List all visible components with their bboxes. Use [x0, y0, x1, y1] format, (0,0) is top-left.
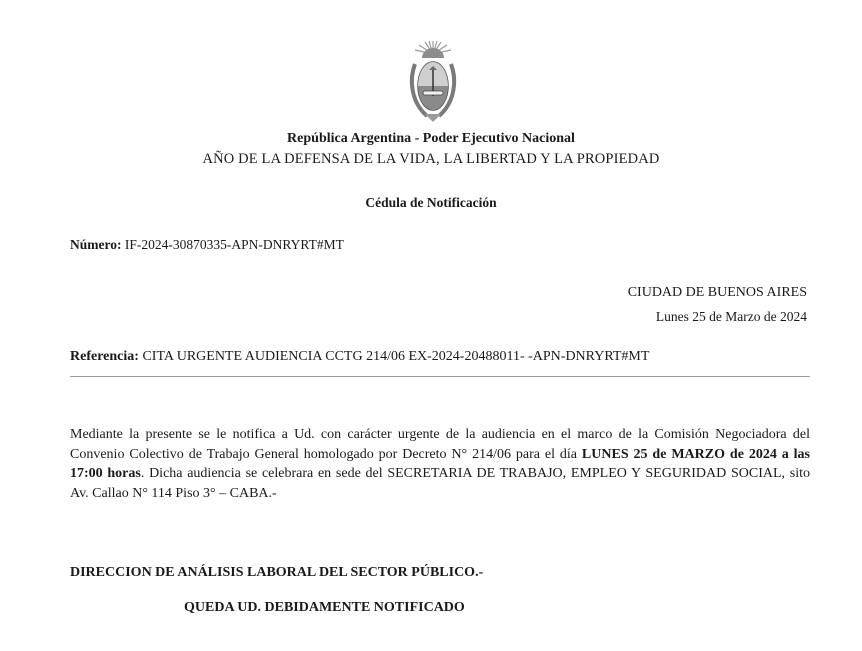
- body-part1: Mediante la presente se le notifica a Ud. con carácter urgente de la audiencia en el marco de la Comisión Negociadora del Convenio Colectivo de Trabajo General homologado por Decreto N° 214/06 para el día: [70, 427, 810, 462]
- reference: [70, 349, 649, 365]
- city: CIUDAD DE BUENOS AIRES: [627, 285, 807, 300]
- numero-label: Número:: [70, 237, 122, 252]
- numero-value: IF-2024-30870335-APN-DNRYRT#MT: [121, 237, 344, 252]
- referencia-label: Referencia:: [70, 349, 139, 364]
- notified-statement: QUEDA UD. DEBIDAMENTE NOTIFICADO: [184, 600, 465, 615]
- divider: [70, 376, 810, 377]
- argentina-coat-of-arms-icon: [407, 40, 459, 124]
- header-title: República Argentina - Poder Ejecutivo Nacional: [287, 131, 575, 146]
- document-title: Cédula de Notificación: [365, 195, 497, 210]
- body-date-time: LUNES 25 de MARZO de 2024 a las 17:00 horas: [70, 446, 810, 482]
- body-paragraph: [70, 425, 810, 503]
- referencia-value: CITA URGENTE AUDIENCIA CCTG 214/06 EX-2024-20488011- -APN-DNRYRT#MT: [138, 349, 650, 364]
- year-motto: AÑO DE LA DEFENSA DE LA VIDA, LA LIBERTAD Y LA PROPIEDAD: [202, 151, 660, 167]
- body-part2: . Dicha audiencia se celebrara en sede del SECRETARIA DE TRABAJO, EMPLEO Y SEGURIDAD SOCIAL, sito Av. Callao N° 114 Piso 3° – CABA.-: [70, 466, 810, 501]
- document-number: [70, 237, 344, 253]
- direction-signature: DIRECCION DE ANÁLISIS LABORAL DEL SECTOR PÚBLICO.-: [70, 565, 484, 580]
- date: Lunes 25 de Marzo de 2024: [655, 309, 807, 324]
